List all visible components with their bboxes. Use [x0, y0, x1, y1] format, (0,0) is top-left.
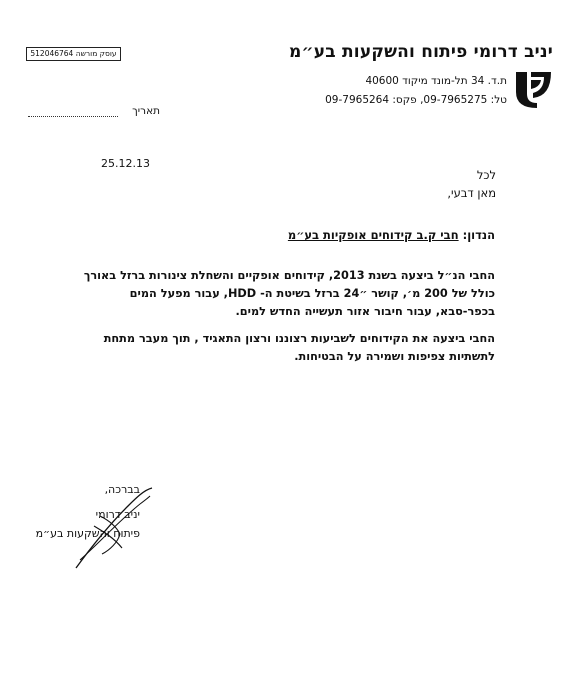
- recipient-line: לכל: [476, 168, 496, 182]
- date-field-line: [28, 116, 118, 117]
- body-paragraph: החבי ביצעה את הקידוחים לשביעות רצוננו ורצון התאגיד , תוך מעבר מתחת לתשתיות צפיפות ושמירה על הבטיחות.: [103, 332, 495, 363]
- signer-name: יניב דרומי: [95, 508, 140, 521]
- body-paragraph: החבי הנ״ל ביצעה בשנת 2013, קידוחים אופקיים והשחלת צינורות ברזל באורך כולל של 200 מ׳, קושר ״24 ברזל בשיטת ה- HDD, עבור מפעל המים בכפר-סבא, עבור חיבור אזור תעשייה החדש למים.: [83, 269, 495, 318]
- signer-company: פיתוח והשקעות בע״מ: [35, 527, 140, 540]
- registration-number-box: עוסק מורשה 512046764: [26, 47, 121, 61]
- letter-date: 25.12.13: [101, 157, 150, 170]
- letter-subject: [288, 228, 495, 242]
- company-name: יניב דרומי פיתוח והשקעות בע״מ: [289, 42, 553, 62]
- company-phone-fax: טל: 09-7965275, פקס: 09-7965264: [325, 94, 507, 106]
- date-field-label: תאריך: [132, 105, 160, 117]
- subject-prefix: הנדון:: [462, 228, 495, 242]
- company-logo-icon: [513, 68, 553, 110]
- subject-text: חבי ק.ב קידוחים אופקיות בע״מ: [287, 228, 459, 242]
- handwritten-signature-icon: [70, 476, 160, 576]
- closing-greeting: בברכה,: [104, 483, 140, 496]
- company-address: ת.ד. 34 תל-מונד מיקוד 40600: [365, 75, 507, 87]
- recipient-name: מאן דבעי,: [447, 186, 496, 200]
